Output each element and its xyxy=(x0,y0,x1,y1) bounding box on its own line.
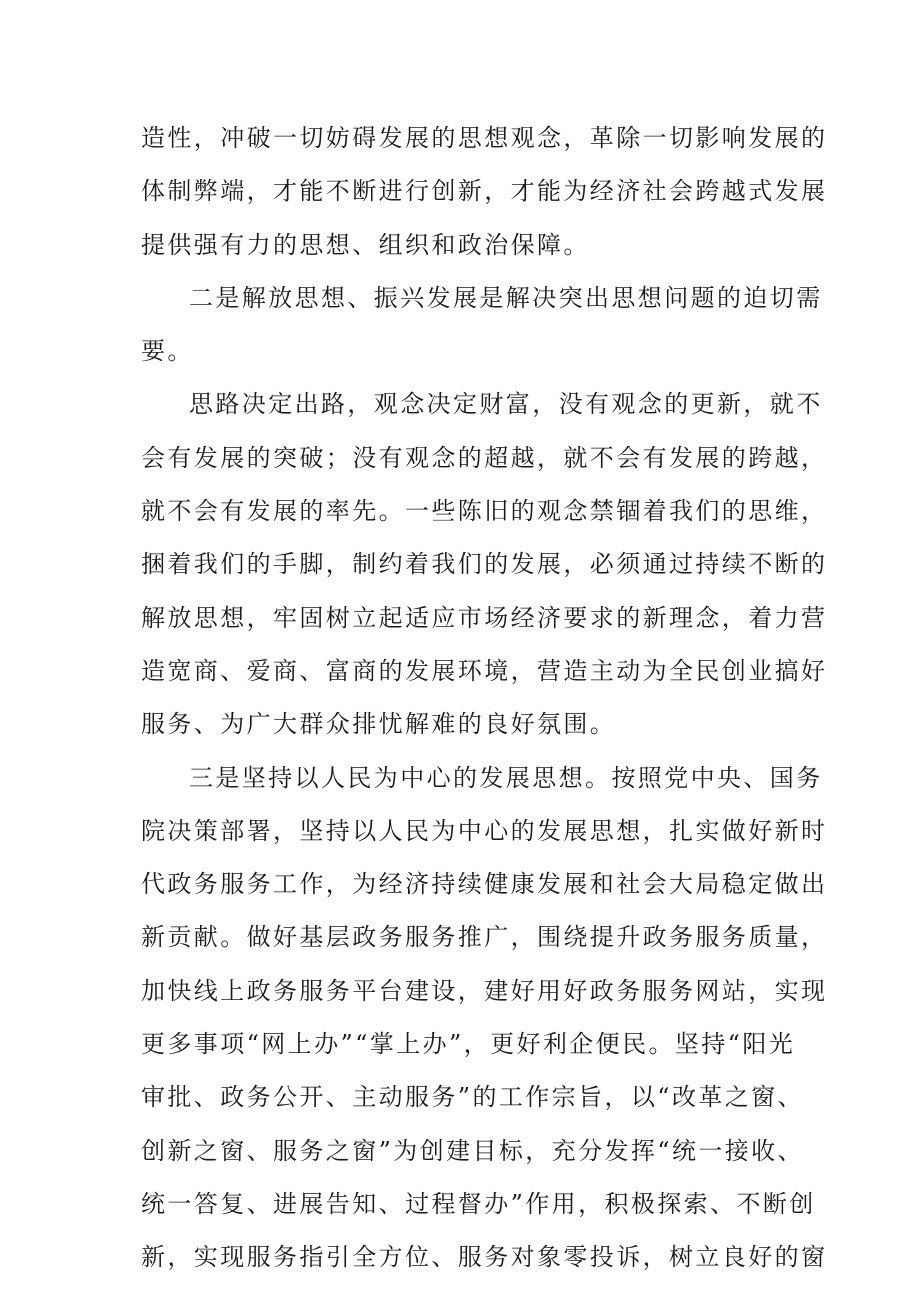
text-line: 服务、为广大群众排忧解难的良好氛围。 xyxy=(141,710,617,739)
text-line: 新贡献。做好基层政务服务推广，围绕提升政务服务质量， xyxy=(141,923,828,952)
document-body xyxy=(141,112,828,1285)
text-line: 思路决定出路，观念决定财富，没有观念的更新，就不 xyxy=(189,390,823,419)
text-line: 审批、政务公开、主动服务”的工作宗旨，以“改革之窗、 xyxy=(141,1083,804,1112)
text-line: 创新之窗、服务之窗”为创建目标，充分发挥“统一接收、 xyxy=(141,1136,804,1165)
text-line: 二是解放思想、振兴发展是解决突出思想问题的迫切需 xyxy=(189,283,823,312)
text-line: 更多事项“网上办”“掌上办”，更好利企便民。坚持“阳光 xyxy=(141,1030,796,1059)
text-line: 解放思想，牢固树立起适应市场经济要求的新理念，着力营 xyxy=(141,603,828,632)
text-line: 体制弊端，才能不断进行创新，才能为经济社会跨越式发展 xyxy=(141,177,828,206)
text-line: 统一答复、进展告知、过程督办”作用，积极探索、不断创 xyxy=(141,1189,816,1218)
text-line: 提供强有力的思想、组织和政治保障。 xyxy=(141,230,590,259)
text-line: 新，实现服务指引全方位、服务对象零投诉，树立良好的窗 xyxy=(141,1243,828,1272)
text-line: 代政务服务工作，为经济持续健康发展和社会大局稳定做出 xyxy=(141,870,828,899)
text-line: 院决策部署，坚持以人民为中心的发展思想，扎实做好新时 xyxy=(141,816,828,845)
text-line: 捆着我们的手脚，制约着我们的发展，必须通过持续不断的 xyxy=(141,550,828,579)
text-line: 会有发展的突破；没有观念的超越，就不会有发展的跨越， xyxy=(141,443,828,472)
text-line: 造宽商、爱商、富商的发展环境，营造主动为全民创业搞好 xyxy=(141,656,828,685)
text-line: 就不会有发展的率先。一些陈旧的观念禁锢着我们的思维， xyxy=(141,497,828,526)
text-line: 三是坚持以人民为中心的发展思想。按照党中央、国务 xyxy=(189,763,823,792)
text-line: 要。 xyxy=(141,337,194,366)
text-line: 加快线上政务服务平台建设，建好用好政务服务网站，实现 xyxy=(141,976,828,1005)
text-line: 造性，冲破一切妨碍发展的思想观念，革除一切影响发展的 xyxy=(141,124,828,152)
